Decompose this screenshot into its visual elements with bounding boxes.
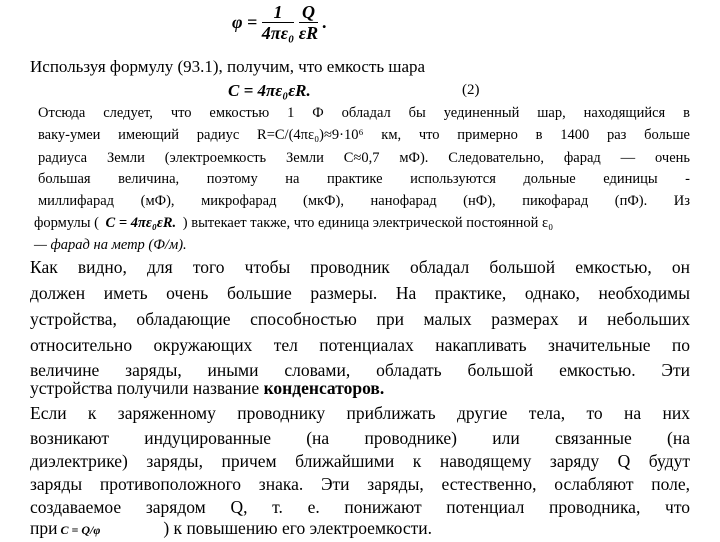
fraction-1 <box>262 2 294 43</box>
paragraph-line: величине заряды, иными словами, обладать большой емкостью. Эти <box>30 360 690 380</box>
paragraph-line-keyword <box>30 378 384 400</box>
paragraph-line: относительно окружающих тел потенциалах накапливать значительные по <box>30 335 690 355</box>
equation-number: (2) <box>462 82 480 98</box>
paragraph-line: возникают индуцированные (на проводнике) или связанные (на <box>30 428 690 448</box>
fraction-2-denominator: εR <box>298 23 319 43</box>
formula-tail: . <box>322 12 328 32</box>
small-paragraph-line: большая величина, поэтому на практике используются дольные единицы - <box>38 171 690 187</box>
small-paragraph-line: Отсюда следует, что емкостью 1 Ф обладал бы уединенный шар, находящийся в <box>38 105 690 121</box>
fraction-2 <box>299 2 318 43</box>
paragraph-line: заряды противоположного знака. Эти заряды, естественно, ослабляют поле, <box>30 474 690 494</box>
line-text-before: при <box>30 518 58 538</box>
paragraph-line: Как видно, для того чтобы проводник обладал большой емкостью, он <box>30 257 690 277</box>
keyword-capacitors: конденсаторов. <box>263 378 385 398</box>
paragraph-line: создаваемое зарядом Q, т. е. понижают потенциал проводника, что <box>30 497 690 517</box>
potential-formula <box>232 2 327 43</box>
small-paragraph-line-formula <box>34 213 553 233</box>
formula-lhs: φ = <box>232 12 258 32</box>
paragraph-line: Если к заряженному проводнику приближать другие тела, то на них <box>30 403 690 423</box>
intro-sentence: Используя формулу (93.1), получим, что емкость шара <box>30 57 426 76</box>
paragraph-line: устройства, обладающие способностью при малых размерах и небольших <box>30 309 690 329</box>
line-text-after: ) вытекает также, что единица электрической постоянной ε₀ <box>182 215 554 231</box>
small-paragraph-line: миллифарад (мФ), микрофарад (мкФ), нанофарад (нФ), пикофарад (пФ). Из <box>38 193 690 209</box>
fraction-1-denominator: 4πε₀ <box>261 23 295 43</box>
paragraph-line: диэлектрике) заряды, причем ближайшими к наводящему заряду Q будут <box>30 451 690 471</box>
paragraph-line: должен иметь очень большие размеры. На практике, однако, необходимы <box>30 283 690 303</box>
inline-capacitance-formula: C = 4πε₀εR. <box>103 214 180 232</box>
small-paragraph-line: радиуса Земли (электроемкость Земли C≈0,7 мФ). Следовательно, фарад — очень <box>38 150 690 166</box>
small-paragraph-last-line: — фарад на метр (Ф/м). <box>34 237 187 253</box>
line-text-after: ) к повышению его электроемкости. <box>163 518 432 538</box>
fraction-1-numerator: 1 <box>262 2 294 23</box>
line-text-before: формулы ( <box>34 215 99 231</box>
paragraph-last-line <box>30 518 432 542</box>
fraction-2-numerator: Q <box>299 2 318 23</box>
capacitance-formula: C = 4πε₀εR. <box>228 81 311 100</box>
small-paragraph-line: ваку-умеи имеющий радиус R=C/(4πε₀)≈9·10⁶ км, что примерно в 1400 раз больше <box>38 127 690 143</box>
inline-capacitance-definition: C = Q/φ <box>57 522 103 538</box>
line-text-before: устройства получили название <box>30 378 264 398</box>
